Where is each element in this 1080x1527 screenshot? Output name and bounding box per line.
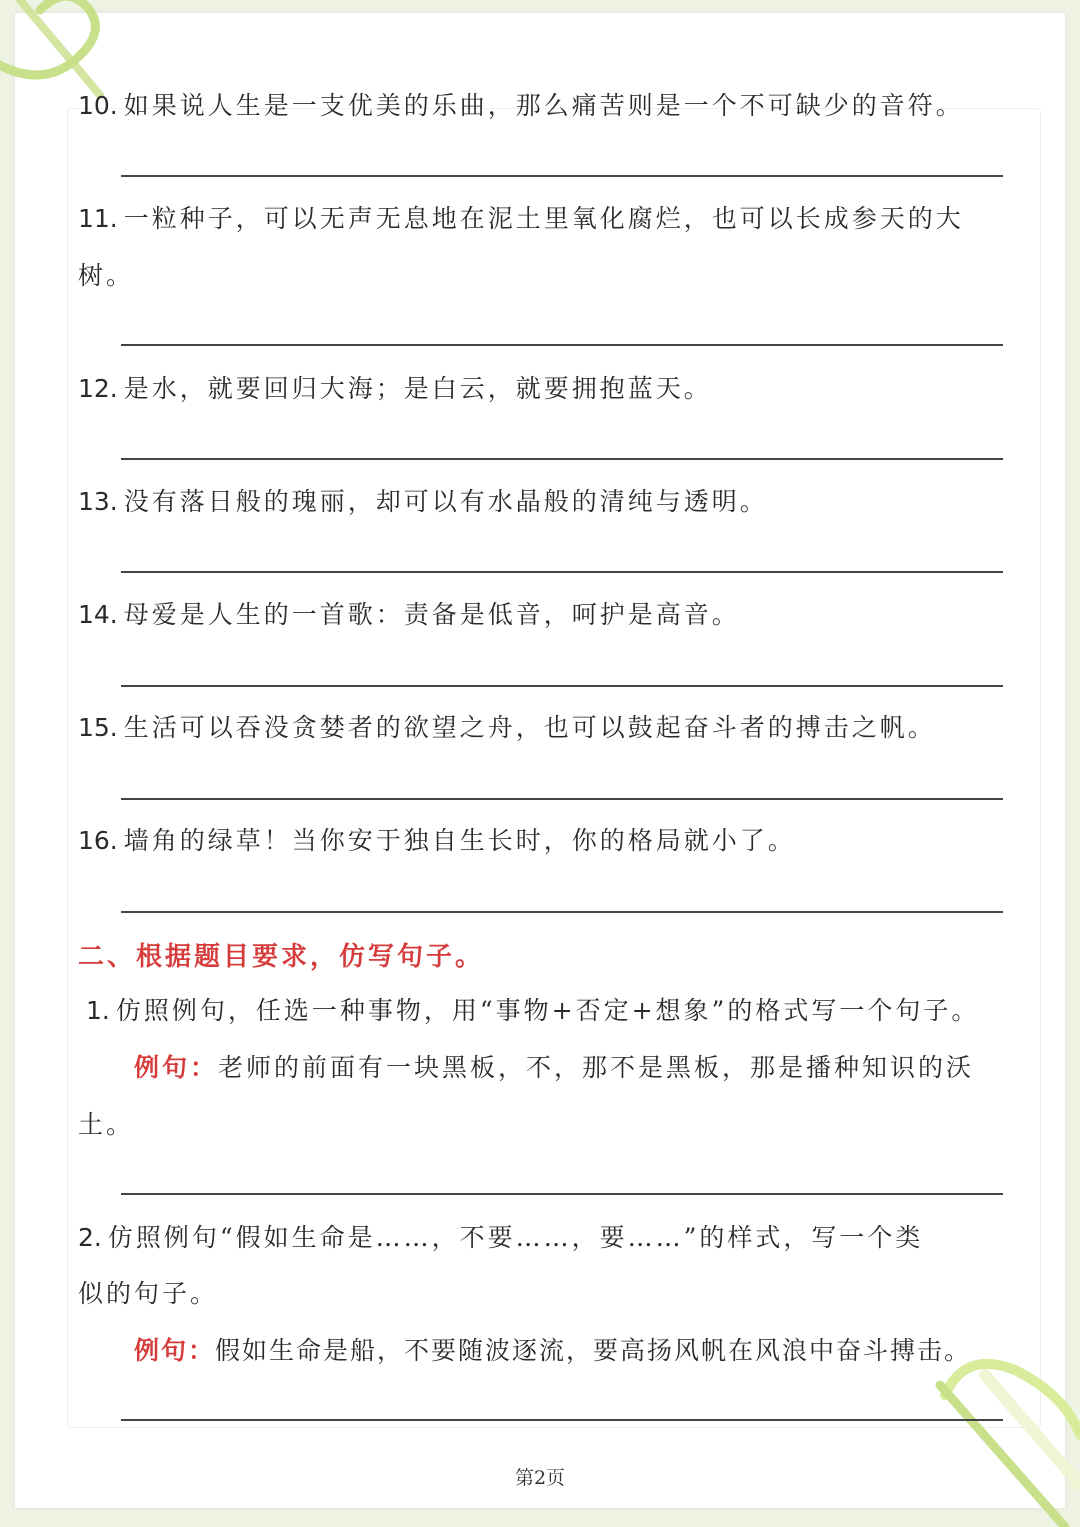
question-11-continued: 树。 — [78, 261, 135, 290]
answer-line-imitation-2[interactable] — [121, 1419, 1003, 1421]
question-15: 15. 生活可以吞没贪婪者的欲望之舟，也可以鼓起奋斗者的搏击之帆。 — [78, 713, 936, 742]
imitation-question-1: 1. 仿照例句，任选一种事物，用“事物+否定+想象”的格式写一个句子。 — [86, 996, 980, 1025]
example-sentence-2: 例句：假如生命是船，不要随波逐流，要高扬风帆在风浪中奋斗搏击。 — [134, 1336, 972, 1365]
example-label: 例句： — [134, 1053, 219, 1082]
imitation-question-2: 2. 仿照例句“假如生命是……，不要……，要……”的样式，写一个类 — [78, 1223, 924, 1252]
question-13: 13. 没有落日般的瑰丽，却可以有水晶般的清纯与透明。 — [78, 487, 768, 516]
answer-line-11[interactable] — [121, 344, 1003, 346]
example-sentence-1-continued: 土。 — [78, 1110, 135, 1139]
imitation-question-2-continued: 似的句子。 — [78, 1279, 219, 1308]
example-sentence-1: 例句：老师的前面有一块黑板，不，那不是黑板，那是播种知识的沃 — [134, 1053, 975, 1082]
page-number: 第2页 — [514, 1467, 566, 1489]
answer-line-16[interactable] — [121, 911, 1003, 913]
answer-line-imitation-1[interactable] — [121, 1193, 1003, 1195]
paperclip-icon — [925, 1355, 1080, 1527]
answer-line-13[interactable] — [121, 571, 1003, 573]
answer-line-15[interactable] — [121, 798, 1003, 800]
question-10: 10. 如果说人生是一支优美的乐曲，那么痛苦则是一个不可缺少的音符。 — [78, 91, 964, 120]
question-14: 14. 母爱是人生的一首歌：责备是低音，呵护是高音。 — [78, 600, 740, 629]
answer-line-14[interactable] — [121, 685, 1003, 687]
example-label: 例句： — [134, 1336, 216, 1365]
answer-line-10[interactable] — [121, 175, 1003, 177]
question-12: 12. 是水，就要回归大海；是白云，就要拥抱蓝天。 — [78, 374, 712, 403]
section-heading: 二、根据题目要求，仿写句子。 — [78, 942, 485, 972]
question-16: 16. 墙角的绿草！当你安于独自生长时，你的格局就小了。 — [78, 826, 796, 855]
answer-line-12[interactable] — [121, 458, 1003, 460]
question-11: 11. 一粒种子，可以无声无息地在泥土里氧化腐烂，也可以长成参天的大 — [78, 204, 964, 233]
